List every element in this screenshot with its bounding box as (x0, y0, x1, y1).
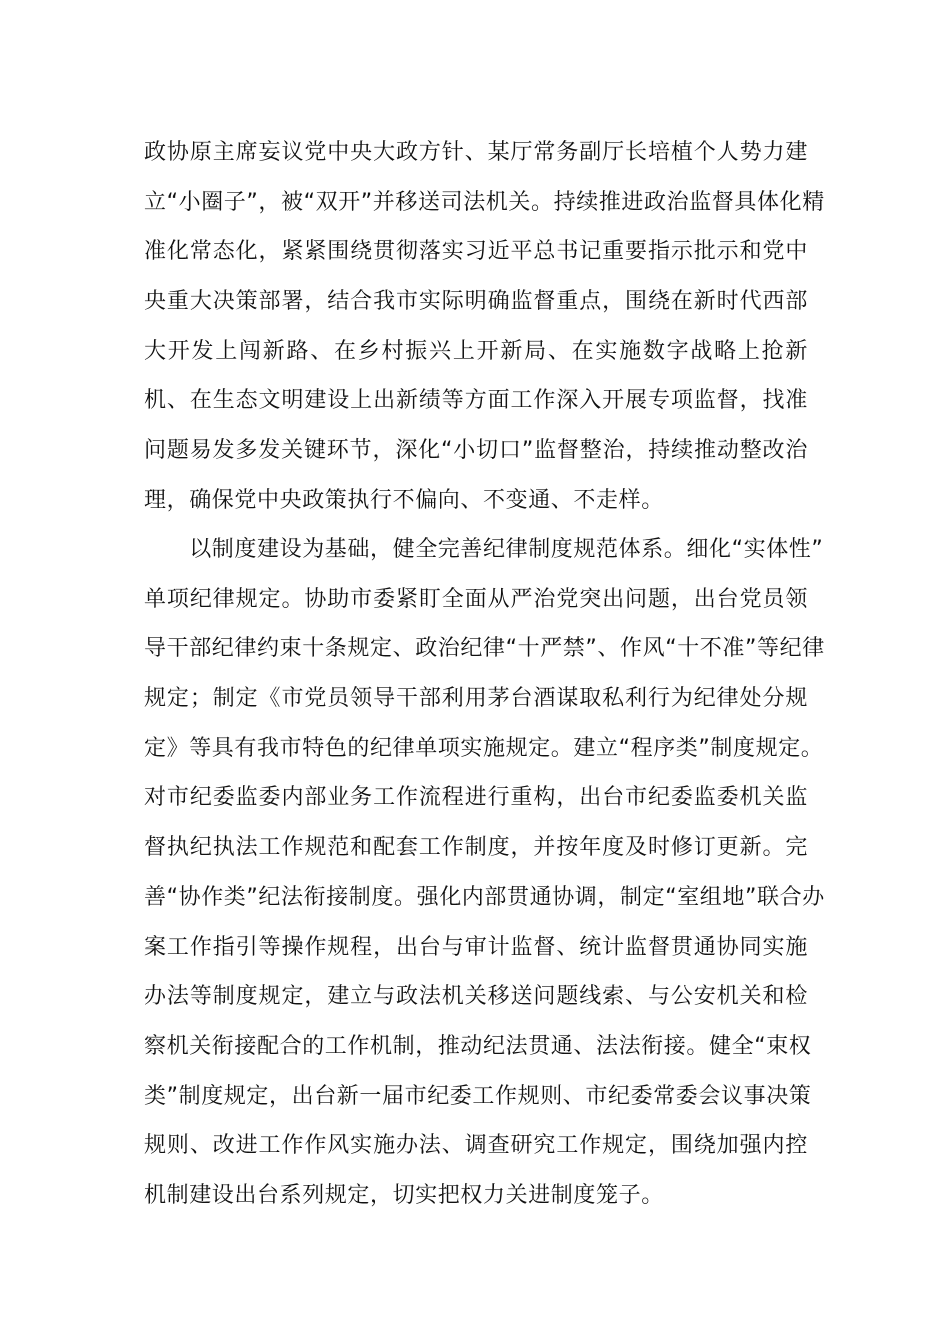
paragraph-line: 对市纪委监委内部业务工作流程进行重构，出台市纪委监委机关监 (144, 785, 808, 811)
paragraph-line: 以制度建设为基础，健全完善纪律制度规范体系。细化“实体性” (144, 537, 824, 562)
paragraph-line: 规则、改进工作作风实施办法、调查研究工作规定，围绕加强内控 (144, 1133, 808, 1159)
paragraph-line: 立“小圈子”，被“双开”并移送司法机关。持续推进政治监督具体化精 (144, 189, 825, 215)
paragraph-line: 单项纪律规定。协助市委紧盯全面从严治党突出问题，出台党员领 (144, 586, 808, 612)
paragraph-line: 大开发上闯新路、在乡村振兴上开新局、在实施数字战略上抢新 (144, 338, 808, 364)
paragraph-line: 善“协作类”纪法衔接制度。强化内部贯通协调，制定“室组地”联合办 (144, 884, 825, 910)
paragraph-2 (144, 525, 825, 1221)
paragraph-line: 规定；制定《市党员领导干部利用茅台酒谋取私利行为纪律处分规 (144, 686, 808, 712)
paragraph-line: 准化常态化，紧紧围绕贯彻落实习近平总书记重要指示批示和党中 (144, 239, 808, 265)
paragraph-line: 央重大决策部署，结合我市实际明确监督重点，围绕在新时代西部 (144, 289, 808, 315)
paragraph-line: 问题易发多发关键环节，深化“小切口”监督整治，持续推动整改治 (144, 438, 808, 464)
paragraph-line: 察机关衔接配合的工作机制，推动纪法贯通、法法衔接。健全“束权 (144, 1033, 812, 1059)
paragraph-1 (144, 128, 825, 526)
paragraph-line: 定》等具有我市特色的纪律单项实施规定。建立“程序类”制度规定。 (144, 735, 824, 761)
paragraph-line: 政协原主席妄议党中央大政方针、某厅常务副厅长培植个人势力建 (144, 140, 808, 165)
paragraph-line: 理，确保党中央政策执行不偏向、不变通、不走样。 (144, 487, 664, 513)
paragraph-line: 类”制度规定，出台新一届市纪委工作规则、市纪委常委会议事决策 (144, 1083, 812, 1109)
paragraph-line: 机制建设出台系列规定，切实把权力关进制度笼子。 (144, 1182, 664, 1208)
paragraph-line: 督执纪执法工作规范和配套工作制度，并按年度及时修订更新。完 (144, 835, 808, 861)
paragraph-line: 导干部纪律约束十条规定、政治纪律“十严禁”、作风“十不准”等纪律 (144, 636, 825, 662)
paragraph-line: 办法等制度规定，建立与政法机关移送问题线索、与公安机关和检 (144, 984, 808, 1010)
paragraph-line: 机、在生态文明建设上出新绩等方面工作深入开展专项监督，找准 (144, 388, 808, 414)
paragraph-line: 案工作指引等操作规程，出台与审计监督、统计监督贯通协同实施 (144, 934, 808, 960)
